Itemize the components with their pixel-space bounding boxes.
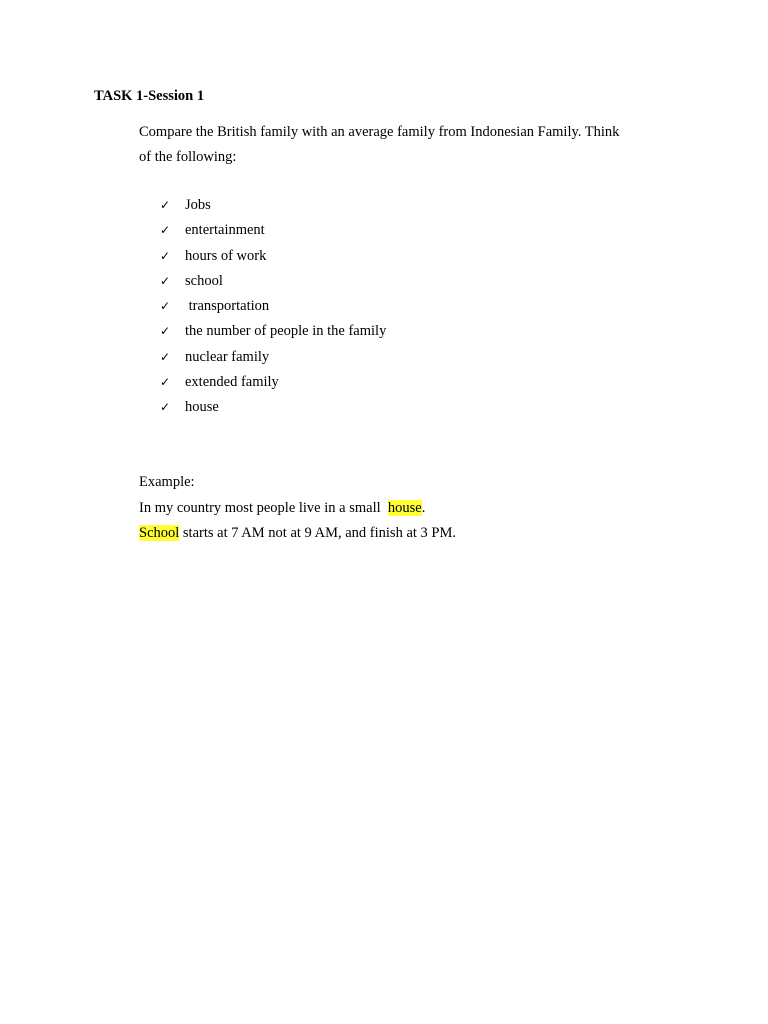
checkmark-icon: ✓ bbox=[160, 248, 171, 263]
checklist-item bbox=[160, 370, 386, 395]
checklist-item bbox=[160, 319, 386, 344]
highlighted-word-house: house bbox=[387, 499, 422, 516]
intro-line-2: of the following: bbox=[139, 149, 237, 165]
checkmark-icon: ✓ bbox=[160, 299, 171, 314]
intro-line-1: Compare the British family with an average family from Indonesian Family. Think bbox=[139, 124, 620, 140]
checklist-item bbox=[160, 244, 386, 269]
checkmark-icon: ✓ bbox=[160, 223, 171, 238]
checklist-item bbox=[160, 269, 386, 294]
checklist-item bbox=[160, 193, 386, 218]
checklist-item-label: extended family bbox=[185, 374, 279, 391]
checkmark-icon: ✓ bbox=[160, 198, 171, 212]
checklist-item-label: transportation bbox=[185, 298, 270, 315]
checklist-item-label: Jobs bbox=[185, 197, 211, 213]
checklist-item-label: hours of work bbox=[185, 247, 267, 264]
example-sentence-2 bbox=[139, 521, 456, 547]
checklist-item bbox=[160, 395, 386, 420]
example-section bbox=[139, 470, 456, 547]
example-sentence-1 bbox=[139, 496, 456, 522]
checkmark-icon: ✓ bbox=[160, 375, 171, 390]
example-sentence-1-prefix: In my country most people live in a small bbox=[139, 499, 388, 516]
example-label: Example: bbox=[139, 474, 195, 490]
checklist-item-label: school bbox=[185, 272, 223, 289]
checkmark-icon: ✓ bbox=[160, 349, 171, 364]
checkmark-icon: ✓ bbox=[160, 400, 171, 415]
checklist-item-label: house bbox=[185, 399, 219, 416]
checkmark-icon: ✓ bbox=[160, 273, 171, 288]
highlighted-word-school: School bbox=[139, 525, 180, 541]
example-sentence-1-suffix: . bbox=[421, 499, 426, 516]
checklist-item bbox=[160, 345, 386, 370]
checklist-item bbox=[160, 218, 386, 243]
topic-checklist bbox=[160, 193, 386, 421]
example-sentence-2-suffix: starts at 7 AM not at 9 AM, and finish at 3 PM. bbox=[179, 525, 456, 541]
checklist-item-label: entertainment bbox=[185, 222, 265, 239]
checklist-item-label: nuclear family bbox=[185, 348, 270, 365]
checkmark-icon: ✓ bbox=[160, 324, 171, 339]
checklist-item-label: the number of people in the family bbox=[185, 323, 387, 340]
document-title: TASK 1-Session 1 bbox=[94, 88, 205, 104]
intro-paragraph bbox=[139, 120, 679, 170]
checklist-item bbox=[160, 294, 386, 319]
